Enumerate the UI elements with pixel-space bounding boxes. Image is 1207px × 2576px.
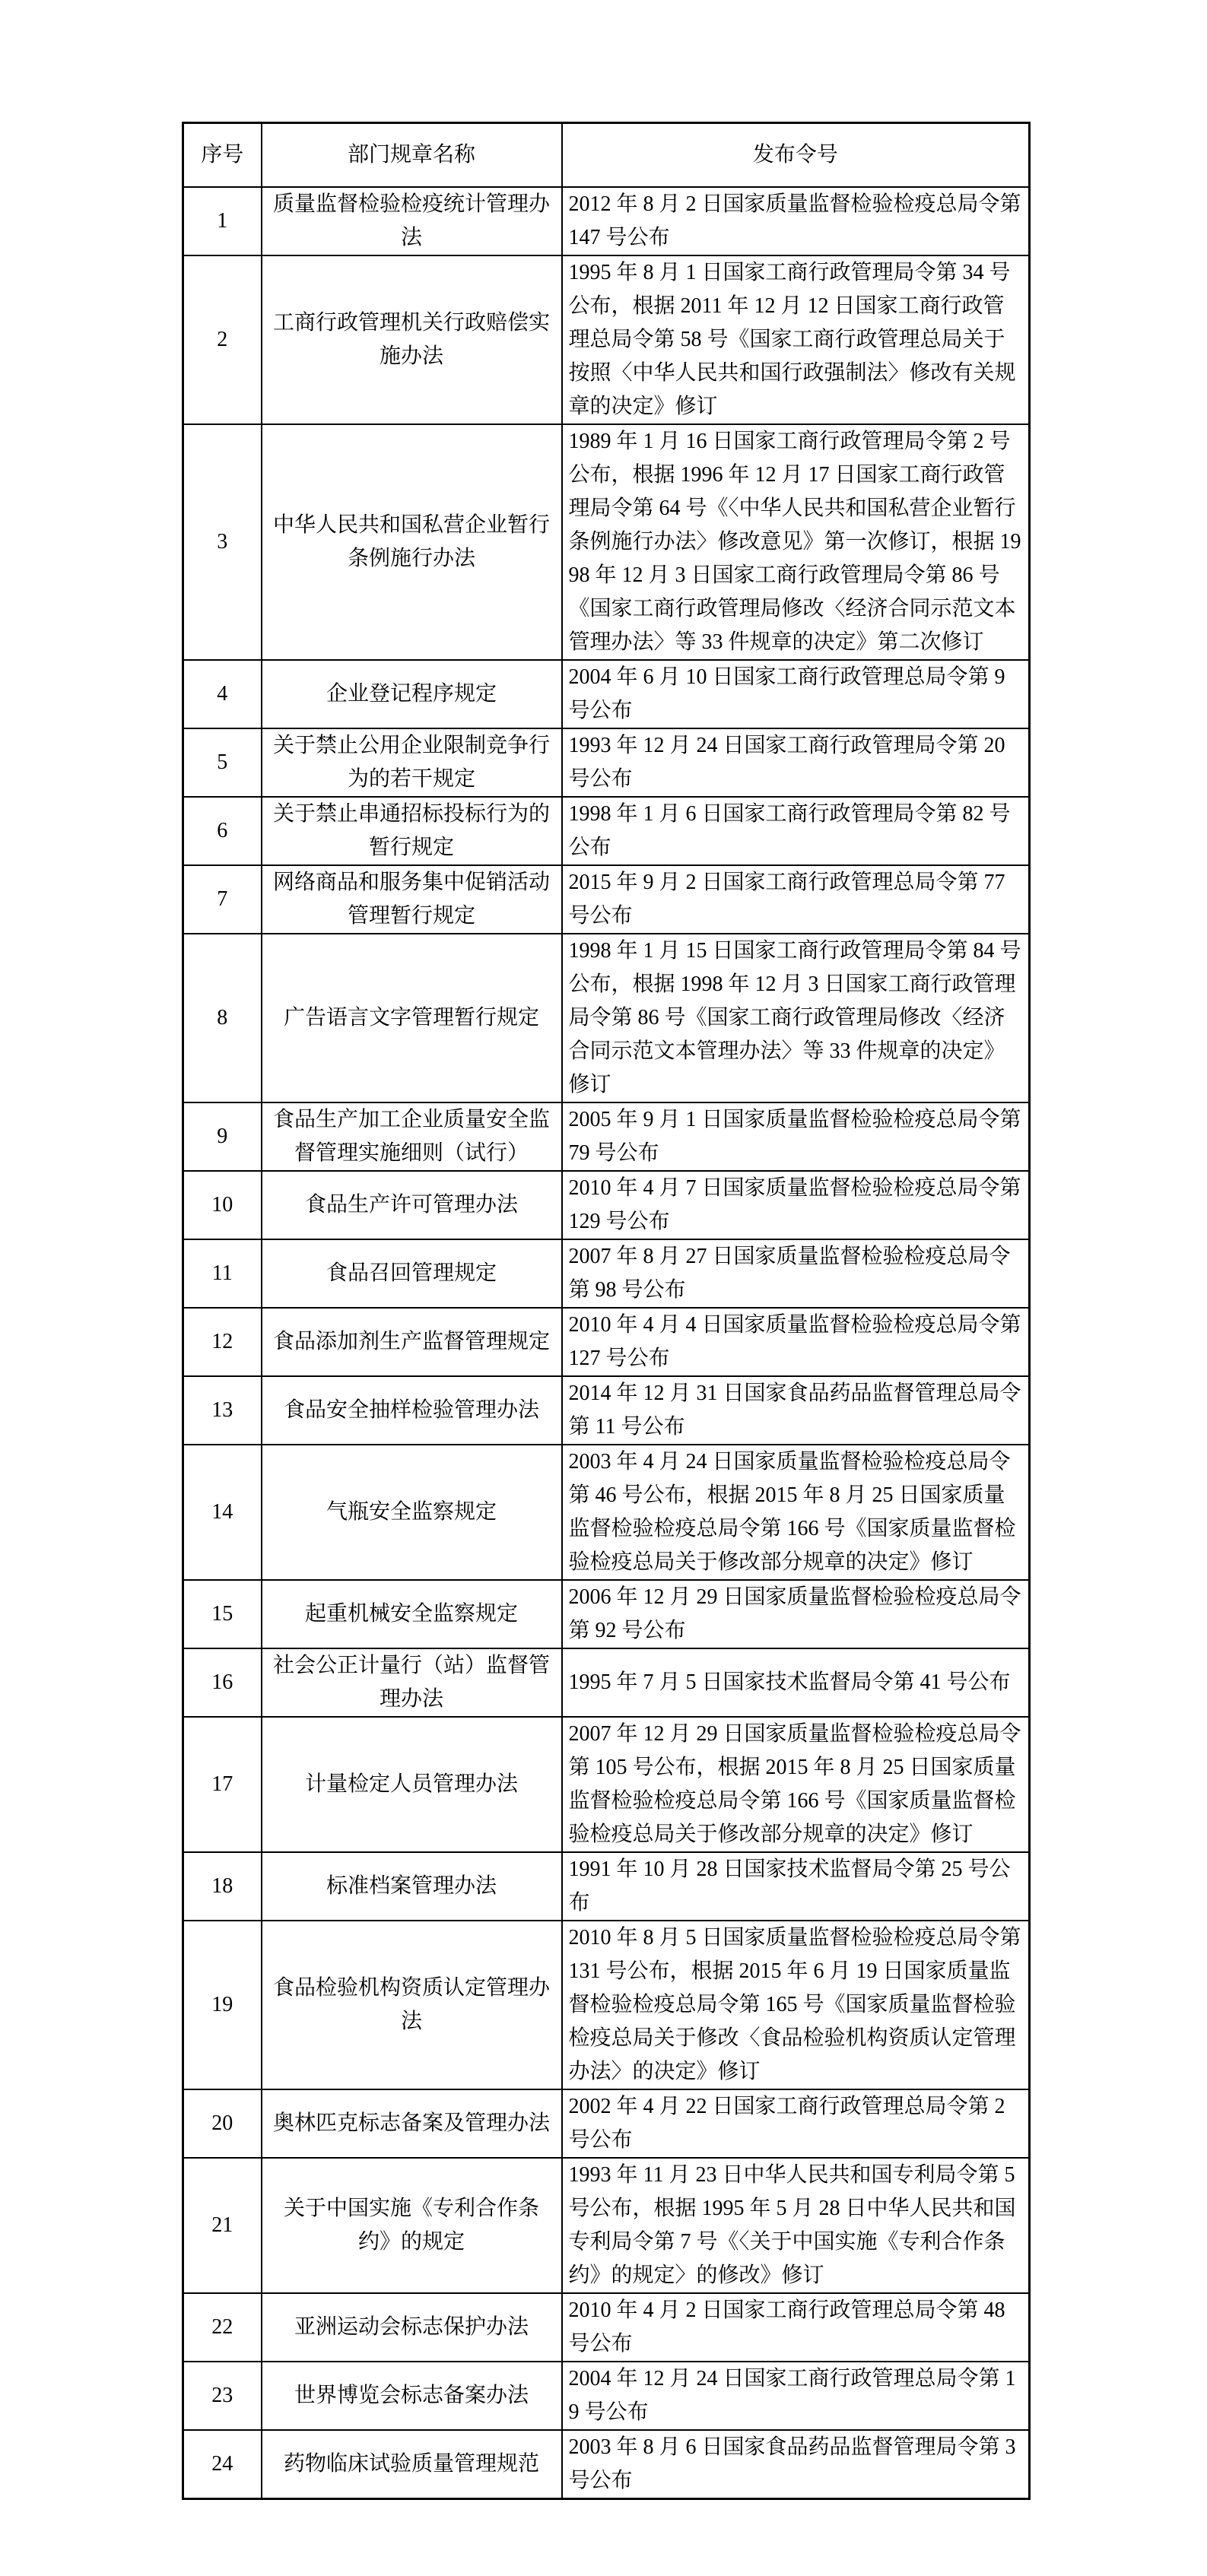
regulation-name-cell: 食品添加剂生产监督管理规定 [262, 1308, 562, 1376]
publication-order-cell: 1989 年 1 月 16 日国家工商行政管理局令第 2 号公布，根据 1996 年 12 月 17 日国家工商行政管理局令第 64 号《〈中华人民共和国私营企业暂行条例施行办法〉修改意见》第一次修订，根据 1998 年 12 月 3 日国家工商行政管理局令第 86 号《国家工商行政管理局修改〈经济合同示范文本管理办法〉等 33 件规章的决定》第二次修订 [562, 424, 1030, 660]
publication-order-cell: 1995 年 7 月 5 日国家技术监督局令第 41 号公布 [562, 1648, 1030, 1717]
publication-order-cell: 2005 年 9 月 1 日国家质量监督检验检疫总局令第 79 号公布 [562, 1102, 1030, 1171]
serial-number-cell: 22 [183, 2293, 262, 2362]
serial-number-cell: 8 [183, 934, 262, 1102]
publication-order-cell: 2006 年 12 月 29 日国家质量监督检验检疫总局令第 92 号公布 [562, 1580, 1030, 1648]
table-row [183, 2362, 1030, 2430]
publication-order-cell: 1993 年 11 月 23 日中华人民共和国专利局令第 5 号公布，根据 1995 年 5 月 28 日中华人民共和国专利局令第 7 号《〈关于中国实施《专利合作条约》的规定〉的修改》修订 [562, 2158, 1030, 2293]
regulation-name-cell: 食品安全抽样检验管理办法 [262, 1376, 562, 1445]
regulation-name-cell: 亚洲运动会标志保护办法 [262, 2293, 562, 2362]
regulation-name-cell: 食品生产加工企业质量安全监督管理实施细则（试行） [262, 1102, 562, 1171]
serial-number-cell: 1 [183, 187, 262, 255]
serial-number-cell: 3 [183, 424, 262, 660]
table-row [183, 424, 1030, 660]
table-row [183, 2089, 1030, 2158]
table-row [183, 1445, 1030, 1580]
regulation-name-cell: 食品生产许可管理办法 [262, 1171, 562, 1239]
publication-order-cell: 2010 年 4 月 7 日国家质量监督检验检疫总局令第 129 号公布 [562, 1171, 1030, 1239]
regulations-table [182, 122, 1031, 2500]
regulation-name-cell: 中华人民共和国私营企业暂行条例施行办法 [262, 424, 562, 660]
serial-number-cell: 15 [183, 1580, 262, 1648]
regulation-name-cell: 起重机械安全监察规定 [262, 1580, 562, 1648]
regulation-name-cell: 计量检定人员管理办法 [262, 1717, 562, 1852]
publication-order-cell: 2004 年 6 月 10 日国家工商行政管理总局令第 9 号公布 [562, 660, 1030, 728]
publication-order-cell: 2003 年 8 月 6 日国家食品药品监督管理局令第 3 号公布 [562, 2430, 1030, 2499]
table-row [183, 1852, 1030, 1921]
serial-number-cell: 23 [183, 2362, 262, 2430]
publication-order-cell: 1993 年 12 月 24 日国家工商行政管理局令第 20 号公布 [562, 728, 1030, 797]
table-header-row [183, 123, 1030, 187]
publication-order-cell: 2015 年 9 月 2 日国家工商行政管理总局令第 77 号公布 [562, 865, 1030, 934]
table-row [183, 1376, 1030, 1445]
publication-order-cell: 2014 年 12 月 31 日国家食品药品监督管理总局令第 11 号公布 [562, 1376, 1030, 1445]
table-row [183, 187, 1030, 255]
table-row [183, 934, 1030, 1102]
publication-order-cell: 1998 年 1 月 6 日国家工商行政管理局令第 82 号公布 [562, 797, 1030, 865]
serial-number-cell: 19 [183, 1921, 262, 2089]
serial-number-cell: 14 [183, 1445, 262, 1580]
serial-number-cell: 20 [183, 2089, 262, 2158]
publication-order-cell: 2007 年 12 月 29 日国家质量监督检验检疫总局令第 105 号公布，根据 2015 年 8 月 25 日国家质量监督检验检疫总局令第 166 号《国家质量监督检验检疫总局关于修改部分规章的决定》修订 [562, 1717, 1030, 1852]
table-row [183, 255, 1030, 424]
regulation-name-cell: 标准档案管理办法 [262, 1852, 562, 1921]
serial-number-cell: 24 [183, 2430, 262, 2499]
serial-number-cell: 5 [183, 728, 262, 797]
publication-order-cell: 2010 年 8 月 5 日国家质量监督检验检疫总局令第 131 号公布，根据 2015 年 6 月 19 日国家质量监督检验检疫总局令第 165 号《国家质量监督检验检疫总局关于修改〈食品检验机构资质认定管理办法〉的决定》修订 [562, 1921, 1030, 2089]
serial-number-cell: 6 [183, 797, 262, 865]
serial-number-cell: 18 [183, 1852, 262, 1921]
table-row [183, 1648, 1030, 1717]
serial-number-cell: 21 [183, 2158, 262, 2293]
regulation-name-cell: 食品召回管理规定 [262, 1239, 562, 1308]
regulation-name-cell: 气瓶安全监察规定 [262, 1445, 562, 1580]
publication-order-cell: 2010 年 4 月 2 日国家工商行政管理总局令第 48 号公布 [562, 2293, 1030, 2362]
table-row [183, 1921, 1030, 2089]
regulation-name-cell: 质量监督检验检疫统计管理办法 [262, 187, 562, 255]
regulation-name-cell: 关于禁止串通招标投标行为的暂行规定 [262, 797, 562, 865]
publication-order-cell: 1998 年 1 月 15 日国家工商行政管理局令第 84 号公布，根据 1998 年 12 月 3 日国家工商行政管理局令第 86 号《国家工商行政管理局修改〈经济合同示范文本管理办法〉等 33 件规章的决定》修订 [562, 934, 1030, 1102]
publication-order-cell: 2007 年 8 月 27 日国家质量监督检验检疫总局令第 98 号公布 [562, 1239, 1030, 1308]
header-serial-number: 序号 [183, 123, 262, 187]
serial-number-cell: 10 [183, 1171, 262, 1239]
table-row [183, 2293, 1030, 2362]
serial-number-cell: 16 [183, 1648, 262, 1717]
publication-order-cell: 2003 年 4 月 24 日国家质量监督检验检疫总局令第 46 号公布，根据 2015 年 8 月 25 日国家质量监督检验检疫总局令第 166 号《国家质量监督检验检疫总局关于修改部分规章的决定》修订 [562, 1445, 1030, 1580]
table-row [183, 660, 1030, 728]
regulation-name-cell: 关于中国实施《专利合作条约》的规定 [262, 2158, 562, 2293]
publication-order-cell: 1995 年 8 月 1 日国家工商行政管理局令第 34 号公布，根据 2011 年 12 月 12 日国家工商行政管理总局令第 58 号《国家工商行政管理总局关于按照〈中华人民共和国行政强制法〉修改有关规章的决定》修订 [562, 255, 1030, 424]
regulations-table-body [183, 187, 1030, 2499]
regulation-name-cell: 网络商品和服务集中促销活动管理暂行规定 [262, 865, 562, 934]
publication-order-cell: 1991 年 10 月 28 日国家技术监督局令第 25 号公布 [562, 1852, 1030, 1921]
table-row [183, 797, 1030, 865]
regulation-name-cell: 广告语言文字管理暂行规定 [262, 934, 562, 1102]
table-row [183, 1308, 1030, 1376]
regulation-name-cell: 世界博览会标志备案办法 [262, 2362, 562, 2430]
table-row [183, 2158, 1030, 2293]
publication-order-cell: 2002 年 4 月 22 日国家工商行政管理总局令第 2 号公布 [562, 2089, 1030, 2158]
serial-number-cell: 17 [183, 1717, 262, 1852]
serial-number-cell: 11 [183, 1239, 262, 1308]
regulation-name-cell: 食品检验机构资质认定管理办法 [262, 1921, 562, 2089]
serial-number-cell: 4 [183, 660, 262, 728]
table-row [183, 865, 1030, 934]
serial-number-cell: 9 [183, 1102, 262, 1171]
table-row [183, 1580, 1030, 1648]
header-publication-order: 发布令号 [562, 123, 1030, 187]
regulation-name-cell: 关于禁止公用企业限制竞争行为的若干规定 [262, 728, 562, 797]
regulation-name-cell: 药物临床试验质量管理规范 [262, 2430, 562, 2499]
publication-order-cell: 2010 年 4 月 4 日国家质量监督检验检疫总局令第 127 号公布 [562, 1308, 1030, 1376]
serial-number-cell: 13 [183, 1376, 262, 1445]
regulation-name-cell: 社会公正计量行（站）监督管理办法 [262, 1648, 562, 1717]
table-row [183, 1171, 1030, 1239]
serial-number-cell: 2 [183, 255, 262, 424]
header-regulation-name: 部门规章名称 [262, 123, 562, 187]
serial-number-cell: 7 [183, 865, 262, 934]
table-row [183, 2430, 1030, 2499]
regulation-name-cell: 工商行政管理机关行政赔偿实施办法 [262, 255, 562, 424]
table-row [183, 1717, 1030, 1852]
publication-order-cell: 2012 年 8 月 2 日国家质量监督检验检疫总局令第 147 号公布 [562, 187, 1030, 255]
publication-order-cell: 2004 年 12 月 24 日国家工商行政管理总局令第 19 号公布 [562, 2362, 1030, 2430]
regulation-name-cell: 企业登记程序规定 [262, 660, 562, 728]
regulation-name-cell: 奥林匹克标志备案及管理办法 [262, 2089, 562, 2158]
serial-number-cell: 12 [183, 1308, 262, 1376]
table-row [183, 1102, 1030, 1171]
table-row [183, 728, 1030, 797]
table-row [183, 1239, 1030, 1308]
